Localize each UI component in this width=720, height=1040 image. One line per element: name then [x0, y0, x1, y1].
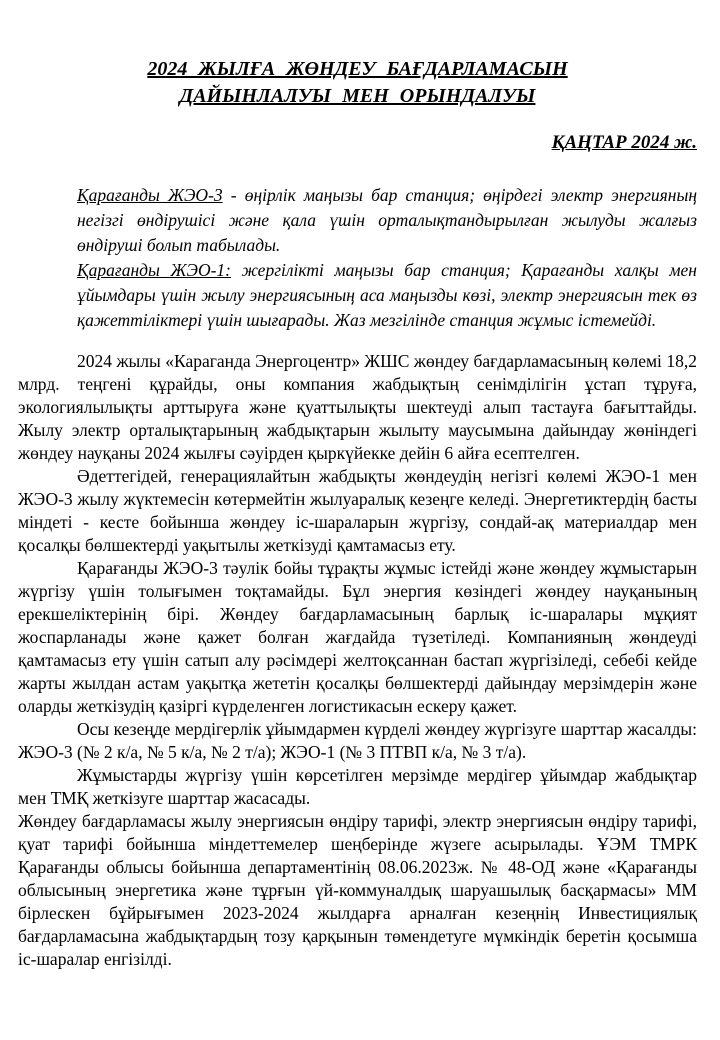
- intro-text-zheo3: - өңірлік маңызы бар станция; өңірдегі электр энергияның негізгі өндірушісі және қала үшін орталықтандырылған жылуды жалғыз өндіруші болып табылады.: [77, 185, 697, 255]
- title-line-1: 2024 ЖЫЛҒА ЖӨНДЕУ БАҒДАРЛАМАСЫН: [147, 58, 568, 80]
- date-text: ҚАҢТАР 2024 ж.: [551, 132, 697, 153]
- document-title: [18, 56, 697, 110]
- body-paragraph-3: Қарағанды ЖЭО-3 тәулік бойы тұрақты жұмыс істейді және жөндеу жұмыстарын жүргізу үшін толығымен тоқтамайды. Бұл энергия көзіндегі жөндеу науқанының ерекшеліктерінің бірі. Жөндеу бағдарламасының барлық іс-шаралары мұқият жоспарланады және қажет болған жағдайда түзетіледі. Компанияның жөндеуді қамтамасыз ету үшін сатып алу рәсімдері желтоқсаннан бастап жүргізіледі, себебі кейде жарты жылдан астам уақытқа жететін қосалқы бөлшектерді дайындау мерзімдерін және оларды жеткізудің қазіргі күрделенген логистикасын ескеру қажет.: [18, 558, 697, 716]
- intro-text-zheo1: жергілікті маңызы бар станция; Қарағанды халқы мен ұйымдары үшін жылу энергиясының аса маңызды көзі, электр энергиясын тек өз қажеттіліктері үшін шығарады. Жаз мезгілінде станция жұмыс істемейді.: [77, 260, 697, 330]
- title-line-2: ДАЙЫНЛАЛУЫ МЕН ОРЫНДАЛУЫ: [179, 85, 536, 107]
- body-paragraph-4: Осы кезеңде мердігерлік ұйымдармен күрделі жөндеу жүргізуге шарттар жасалды: ЖЭО-3 (№ 2 к/а, № 5 к/а, № 2 т/а); ЖЭО-1 (№ 3 ПТВП к/а, № 3 т/а).: [18, 719, 697, 762]
- body-paragraph-1: 2024 жылы «Караганда Энергоцентр» ЖШС жөндеу бағдарламасының көлемі 18,2 млрд. теңгені құрайды, оны компания жабдықтың сенімділігін ұстап тұруға, экологиялылықты арттыруға және қуаттылықты шектеуді алып тастауға бағыттайды. Жылу электр орталықтарының жабдықтарын жылыту маусымына дайындау жөніндегі жөндеу науқаны 2024 жылғы сәуірден қыркүйекке дейін 6 айға есептелген.: [18, 351, 697, 463]
- intro-paragraph-zheo3: [77, 183, 697, 258]
- date-line: [18, 131, 697, 155]
- intro-paragraph-zheo1: [77, 258, 697, 333]
- body-section: [18, 350, 697, 971]
- body-paragraph-6: Жөндеу бағдарламасы жылу энергиясын өндіру тарифі, электр энергиясын өндіру тарифі, қуат тарифі бойынша міндеттемелер шеңберінде жүзеге асырылады. ҰЭМ ТМРК Қарағанды облысы бойынша департаментінің 08.06.2023ж. № 48-ОД және «Қарағанды облысының энергетика және тұрғын үй-коммуналдық шаруашылық басқармасы» ММ бірлескен бұйрығымен 2023-2024 жылдарға арналған кезеңнің Инвестициялық бағдарламасына жабдықтардың тозу қарқынын төмендетуге мүмкіндік беретін қосымша іс-шаралар енгізілді.: [18, 811, 697, 969]
- body-paragraph-2: Әдеттегідей, генерациялайтын жабдықты жөндеудің негізгі көлемі ЖЭО-1 мен ЖЭО-3 жылу жүктемесін көтермейтін жылуаралық кезеңге келеді. Энергетиктердің басты міндеті - кесте бойынша жөндеу іс-шараларын жүргізу, сондай-ақ материалдар мен қосалқы бөлшектерді уақытылы жеткізуді қамтамасыз ету.: [18, 466, 697, 555]
- body-paragraph-5: Жұмыстарды жүргізу үшін көрсетілген мерзімде мердігер ұйымдар жабдықтар мен ТМҚ жеткізуге шарттар жасасады.: [18, 765, 697, 808]
- intro-lead-zheo1: Қарағанды ЖЭО-1:: [77, 260, 231, 280]
- intro-lead-zheo3: Қарағанды ЖЭО-3: [77, 185, 223, 205]
- intro-section: [77, 183, 697, 333]
